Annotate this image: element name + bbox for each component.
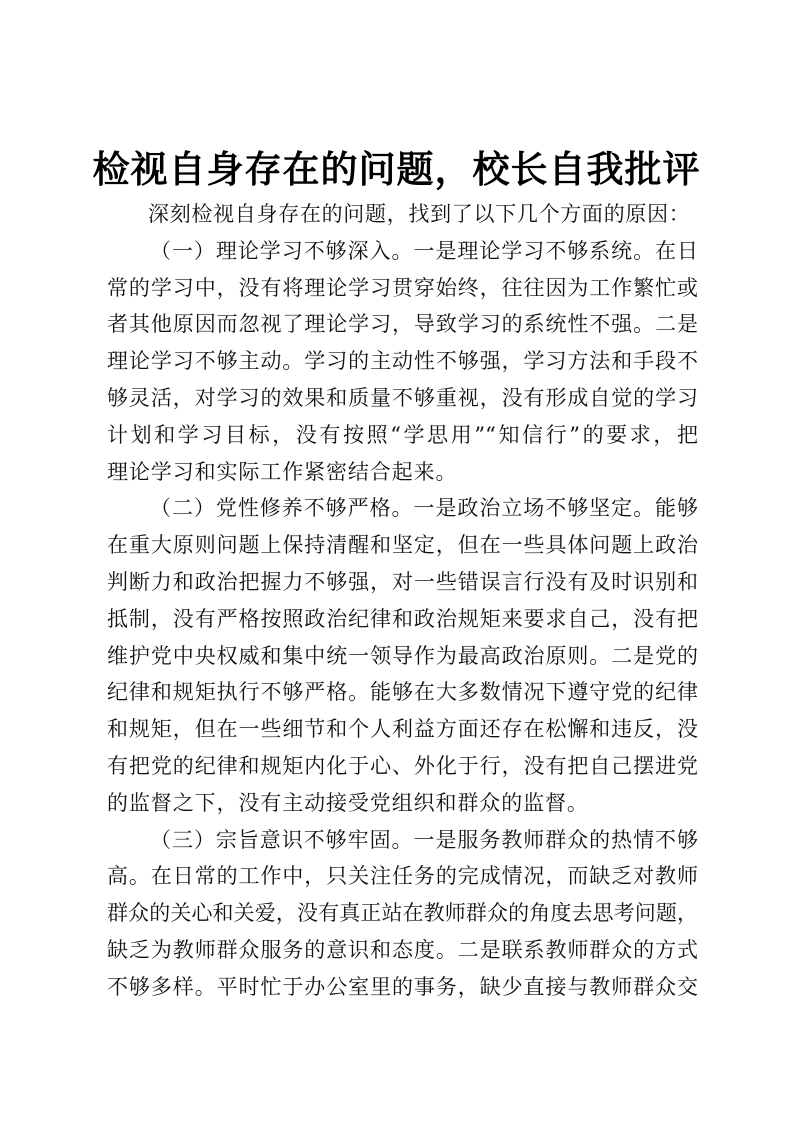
text-line: 缺乏为教师群众服务的意识和态度。二是联系教师群众的方式 (107, 937, 698, 962)
text-line: 理论学习不够主动。学习的主动性不够强，学习方法和手段不 (107, 349, 698, 374)
text-line: 高。在日常的工作中，只关注任务的完成情况，而缺乏对教师 (107, 864, 698, 889)
text-line: 够灵活，对学习的效果和质量不够重视，没有形成自觉的学习 (107, 385, 698, 410)
text-line: 和规矩，但在一些细节和个人利益方面还存在松懈和违反，没 (107, 717, 698, 742)
paragraph-2 (107, 490, 698, 821)
text-line: 纪律和规矩执行不够严格。能够在大多数情况下遵守党的纪律 (107, 680, 698, 705)
document-body (107, 196, 698, 1006)
text-line: 在重大原则问题上保持清醒和坚定，但在一些具体问题上政治 (107, 533, 698, 558)
paragraph-1 (107, 233, 698, 491)
text-line: 群众的关心和关爱，没有真正站在教师群众的角度去思考问题， (107, 901, 698, 926)
text-line: 计划和学习目标，没有按照“学思用”“知信行”的要求，把 (107, 422, 698, 447)
text-line: 者其他原因而忽视了理论学习，导致学习的系统性不强。二是 (107, 312, 698, 337)
text-line: 理论学习和实际工作紧密结合起来。 (107, 459, 458, 484)
paragraph-3 (107, 822, 698, 1006)
text-line: 判断力和政治把握力不够强，对一些错误言行没有及时识别和 (107, 569, 698, 594)
text-line: （一）理论学习不够深入。一是理论学习不够系统。在日 (150, 238, 698, 263)
text-line: 不够多样。平时忙于办公室里的事务，缺少直接与教师群众交 (107, 974, 698, 999)
text-line: （二）党性修养不够严格。一是政治立场不够坚定。能够 (150, 496, 698, 521)
text-line: 的监督之下，没有主动接受党组织和群众的监督。 (107, 790, 589, 815)
document-title: 检视自身存在的问题，校长自我批评 (92, 148, 701, 191)
intro-paragraph: 深刻检视自身存在的问题，找到了以下几个方面的原因： (148, 202, 691, 226)
text-line: （三）宗旨意识不够牢固。一是服务教师群众的热情不够 (150, 827, 698, 852)
text-line: 常的学习中，没有将理论学习贯穿始终，往往因为工作繁忙或 (107, 275, 698, 300)
text-line: 维护党中央权威和集中统一领导作为最高政治原则。二是党的 (107, 643, 698, 668)
text-line: 有把党的纪律和规矩内化于心、外化于行，没有把自己摆进党 (107, 753, 698, 778)
paragraphs (107, 233, 698, 1006)
text-line: 抵制，没有严格按照政治纪律和政治规矩来要求自己，没有把 (107, 606, 698, 631)
